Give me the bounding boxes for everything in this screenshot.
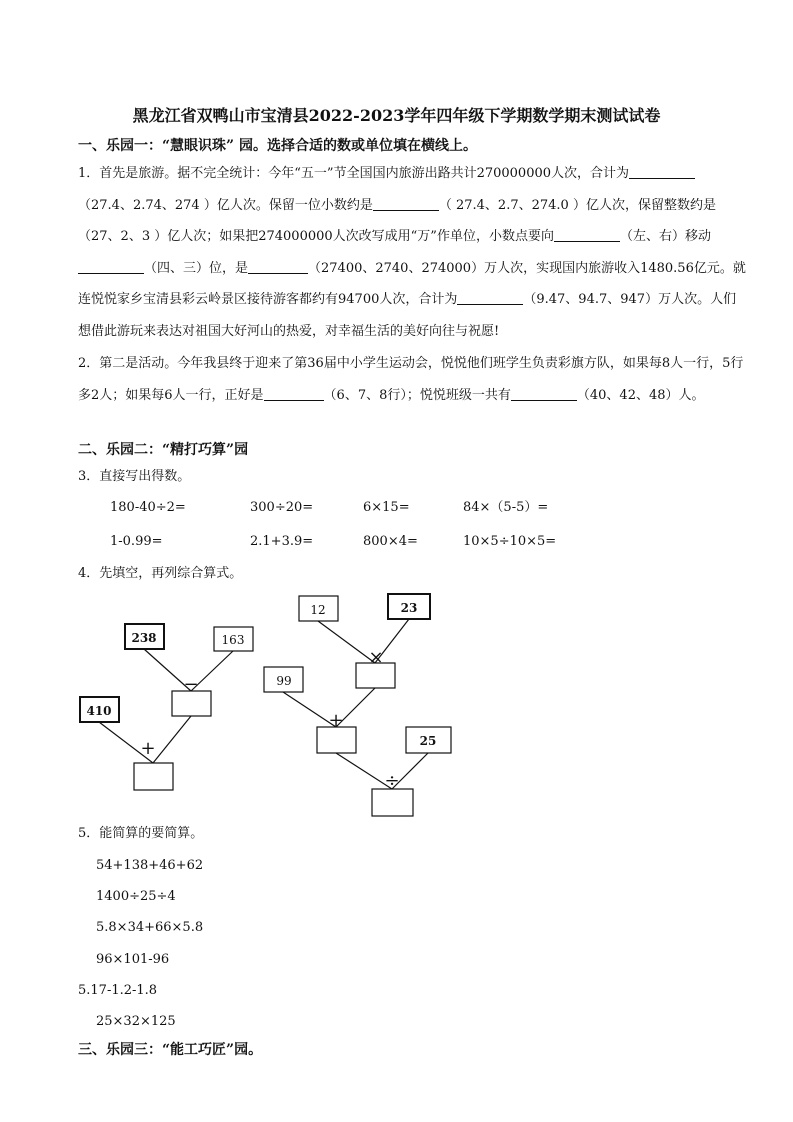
q2-blank-2[interactable]: [511, 384, 577, 401]
question-2: [78, 348, 748, 411]
q1-blank-1[interactable]: [629, 162, 695, 179]
q3-item-1: 180-40÷2=: [110, 500, 186, 515]
d1-number-b: 163: [221, 633, 245, 647]
q1-text-6: （27400、2740、274000）万人次，实现国内旅游收入1480.56亿元。就连悦悦家乡宝清县彩云岭景区接待游客都约有94700人次，合计为: [78, 260, 746, 307]
q2-text-2: （6、7、8行）；悦悦班级一共有: [323, 387, 511, 403]
section-2-heading: 二、乐园二：“精打巧算”园: [78, 442, 249, 458]
q3-item-3: 6×15=: [363, 500, 410, 515]
d2-op-plus: +: [328, 710, 344, 731]
q1-blank-3[interactable]: [554, 225, 620, 242]
q5-item-2: 1400÷25÷4: [96, 889, 176, 904]
page-title: 黑龙江省双鸭山市宝清县2022-2023学年四年级下学期数学期末测试试卷: [132, 106, 661, 125]
d1-number-c: 410: [86, 704, 112, 718]
q3-label: 3．直接写出得数。: [78, 469, 191, 484]
d2-op-times: ×: [368, 647, 384, 668]
q3-item-2: 300÷20=: [250, 500, 314, 515]
q1-blank-5[interactable]: [248, 257, 308, 274]
q2-text-3: （40、42、48）人。: [576, 387, 705, 403]
q1-text-1: 1．首先是旅游。据不完全统计：今年“五一”节全国国内旅游出路共计270000000人次，合计为: [78, 166, 630, 181]
q2-blank-1[interactable]: [264, 384, 324, 401]
q3-item-5: 1-0.99=: [110, 534, 163, 549]
q5-item-5: 5.17-1.2-1.8: [78, 983, 158, 998]
q3-item-7: 800×4=: [363, 534, 418, 549]
q5-item-4: 96×101-96: [96, 952, 170, 967]
section-3-heading: 三、乐园三：“能工巧匠”园。: [78, 1042, 263, 1058]
q1-text-5: （四、三）位，是: [144, 260, 249, 276]
q1-text-4: （左、右）移动: [619, 229, 711, 244]
q1-blank-2[interactable]: [373, 194, 439, 211]
d1-number-a: 238: [131, 631, 157, 645]
d2-number-a: 12: [310, 603, 326, 617]
d2-number-d: 25: [419, 734, 437, 748]
q5-item-1: 54+138+46+62: [96, 858, 204, 873]
q4-label: 4．先填空，再列综合算式。: [78, 566, 243, 581]
q3-item-6: 2.1+3.9=: [250, 534, 314, 549]
q5-item-6: 25×32×125: [96, 1014, 176, 1029]
d1-op-minus: −: [183, 674, 199, 695]
section-1-heading: 一、乐园一：“慧眼识珠” 园。选择合适的数或单位填在横线上。: [78, 138, 477, 154]
d2-number-b: 23: [400, 601, 418, 615]
q5-item-3: 5.8×34+66×5.8: [96, 920, 204, 935]
question-1: [78, 158, 748, 347]
q3-item-8: 10×5÷10×5=: [463, 534, 557, 549]
d2-number-c: 99: [276, 674, 292, 688]
q1-blank-4[interactable]: [78, 257, 144, 274]
d2-op-divide: ÷: [384, 770, 400, 791]
d1-op-plus: +: [140, 738, 156, 759]
q1-blank-6[interactable]: [457, 288, 523, 305]
q2-text-1: 2．第二是活动。今年我县终于迎来了第36届中小学生运动会，悦悦他们班学生负责彩旗方队，如果每8人一行，5行多2人；如果每6人一行，正好是: [78, 356, 744, 403]
q5-label: 5．能简算的要简算。: [78, 826, 204, 841]
q1-text-7: （9.47、94.7、947）万人次。人们想借此游玩来表达对祖国大好河山的热爱，对幸福生活的美好向往与祝愿!: [78, 292, 737, 339]
q1-text-3: （ 27.4、2.7、274.0 ）亿人次，保留整数约是（27、2、3 ）亿人次；如果把274000000人次改写成用“万”作单位，小数点要向: [78, 197, 716, 244]
q3-item-4: 84×（5-5）=: [463, 500, 549, 515]
q1-text-2: （27.4、2.74、274 ）亿人次。保留一位小数约是: [78, 197, 373, 213]
